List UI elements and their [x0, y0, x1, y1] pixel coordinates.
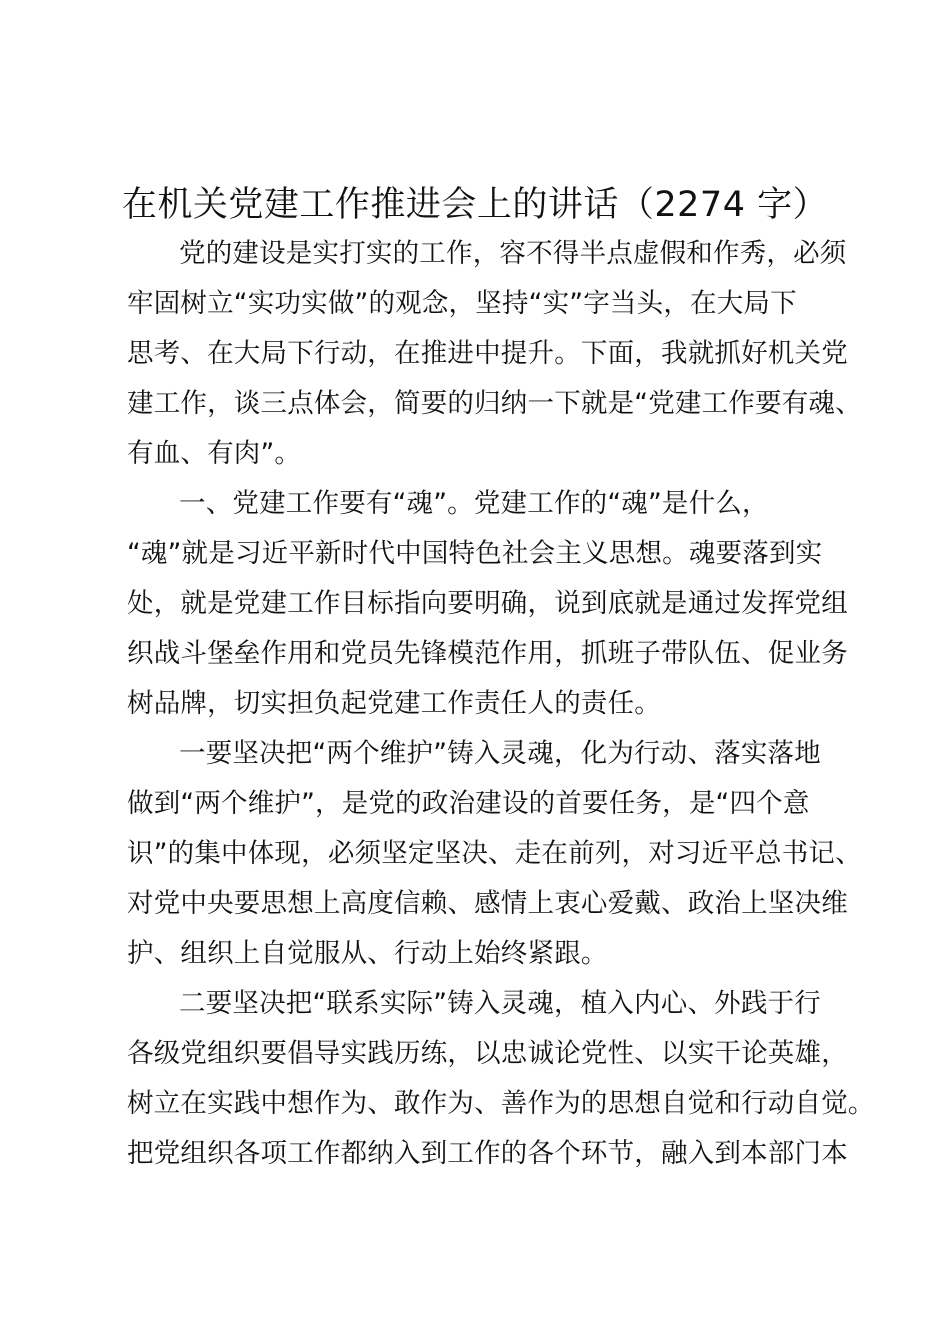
- paragraph-line: 把党组织各项工作都纳入到工作的各个环节，融入到本部门本: [127, 1138, 848, 1169]
- paragraph-line: 树品牌，切实担负起党建工作责任人的责任。: [127, 688, 661, 719]
- paragraph-line: 织战斗堡垒作用和党员先锋模范作用，抓班子带队伍、促业务: [127, 638, 848, 669]
- paragraph-line: 一要坚决把“两个维护”铸入灵魂，化为行动、落实落地: [179, 738, 821, 769]
- paragraph-line: 各级党组织要倡导实践历练，以忠诚论党性、以实干论英雄，: [127, 1038, 848, 1069]
- paragraph-line: 树立在实践中想作为、敢作为、善作为的思想自觉和行动自觉。: [127, 1088, 875, 1119]
- paragraph-line: 建工作，谈三点体会，简要的归纳一下就是“党建工作要有魂、: [127, 388, 862, 419]
- paragraph-line: 有血、有肉”。: [127, 438, 302, 469]
- paragraph-line: 对党中央要思想上高度信赖、感情上衷心爱戴、政治上坚决维: [127, 888, 848, 919]
- paragraph-line: 一、党建工作要有“魂”。党建工作的“魂”是什么，: [179, 488, 769, 519]
- paragraph-line: “魂”就是习近平新时代中国特色社会主义思想。魂要落到实: [127, 538, 823, 569]
- paragraph-line: 思考、在大局下行动，在推进中提升。下面，我就抓好机关党: [127, 338, 848, 369]
- paragraph-line: 识”的集中体现，必须坚定坚决、走在前列，对习近平总书记、: [127, 838, 862, 869]
- paragraph-line: 牢固树立“实功实做”的观念，坚持“实”字当头，在大局下: [127, 288, 797, 319]
- paragraph-line: 做到“两个维护”，是党的政治建设的首要任务，是“四个意: [127, 788, 810, 819]
- paragraph-line: 护、组织上自觉服从、行动上始终紧跟。: [127, 938, 608, 969]
- paragraph-line: 党的建设是实打实的工作，容不得半点虚假和作秀，必须: [179, 238, 847, 269]
- document-title: 在机关党建工作推进会上的讲话（2274 字）: [121, 185, 829, 225]
- paragraph-line: 处，就是党建工作目标指向要明确，说到底就是通过发挥党组: [127, 588, 848, 619]
- paragraph-line: 二要坚决把“联系实际”铸入灵魂，植入内心、外践于行: [179, 988, 821, 1019]
